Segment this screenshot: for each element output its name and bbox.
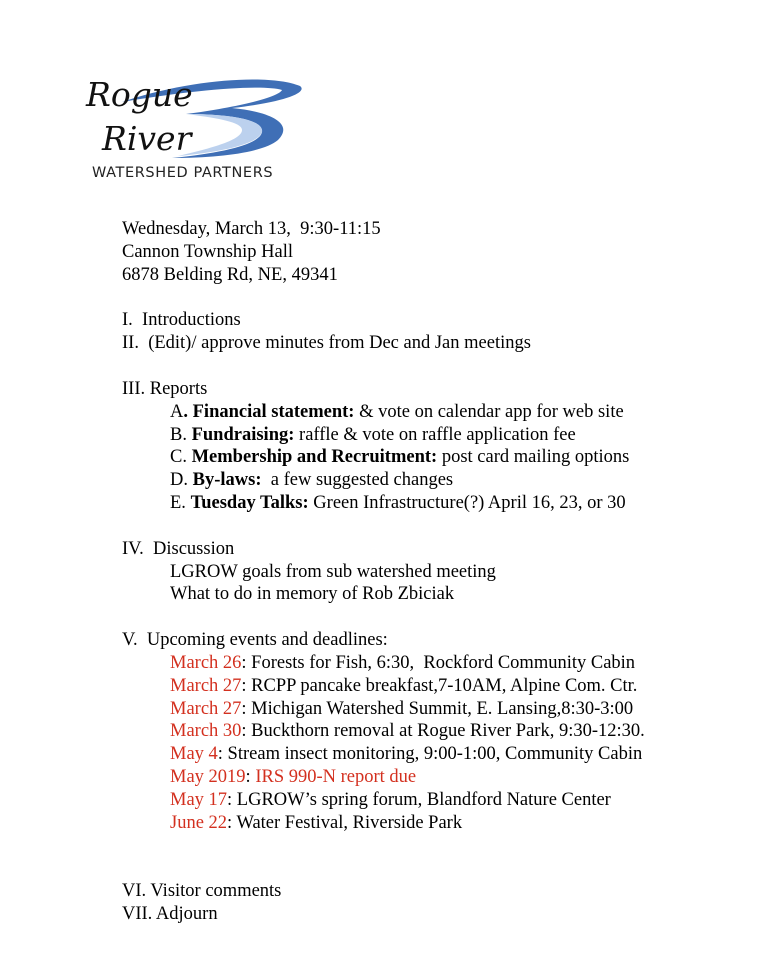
discussion-item: What to do in memory of Rob Zbiciak xyxy=(170,584,455,605)
reports-heading: III. Reports xyxy=(122,378,208,399)
event-date: March 30 xyxy=(170,721,242,742)
event-item: June 22: Water Festival, Riverside Park xyxy=(170,812,463,833)
event-date: March 26 xyxy=(170,652,242,673)
logo-graphic xyxy=(82,72,304,184)
agenda-document xyxy=(122,218,742,926)
agenda-item-minutes: II. (Edit)/ approve minutes from Dec and Jan meetings xyxy=(122,333,531,354)
report-item: E. Tuesday Talks: Green Infrastructure(?) April 16, 23, or 30 xyxy=(170,492,626,513)
event-date: March 27 xyxy=(170,675,242,696)
event-item: May 17: LGROW’s spring forum, Blandford Nature Center xyxy=(170,789,611,810)
agenda-item-introductions: I. Introductions xyxy=(122,310,241,331)
event-date: May 17 xyxy=(170,789,228,810)
meeting-location: Cannon Township Hall xyxy=(122,241,294,262)
event-item: May 4: Stream insect monitoring, 9:00-1:00, Community Cabin xyxy=(170,744,643,765)
report-item: D. By-laws: a few suggested changes xyxy=(170,470,454,491)
event-item: May 2019: IRS 990-N report due xyxy=(170,766,417,787)
meeting-datetime: Wednesday, March 13, 9:30-11:15 xyxy=(122,219,381,239)
logo-rogue-text: Rogue xyxy=(86,75,193,114)
event-deadline: IRS 990-N report due xyxy=(255,766,417,787)
event-date: June 22 xyxy=(170,812,228,833)
discussion-item: LGROW goals from sub watershed meeting xyxy=(170,561,496,582)
event-date: March 27 xyxy=(170,698,242,719)
event-item: March 27: Michigan Watershed Summit, E. Lansing,8:30-3:00 xyxy=(170,698,634,719)
events-heading: V. Upcoming events and deadlines: xyxy=(122,630,388,651)
agenda-item-visitor-comments: VI. Visitor comments xyxy=(122,881,282,902)
report-item: C. Membership and Recruitment: post card mailing options xyxy=(170,447,630,468)
meeting-address: 6878 Belding Rd, NE, 49341 xyxy=(122,264,338,285)
event-item: March 26: Forests for Fish, 6:30, Rockford Community Cabin xyxy=(170,652,636,673)
report-item: A. Financial statement: & vote on calendar app for web site xyxy=(170,401,624,422)
event-item: March 30: Buckthorn removal at Rogue River Park, 9:30-12:30. xyxy=(170,721,645,742)
discussion-heading: IV. Discussion xyxy=(122,538,235,559)
logo-river-text: River xyxy=(102,119,192,158)
agenda-item-adjourn: VII. Adjourn xyxy=(122,904,218,925)
event-date: May 2019 xyxy=(170,766,246,787)
event-item: March 27: RCPP pancake breakfast,7-10AM, Alpine Com. Ctr. xyxy=(170,675,638,696)
report-item: B. Fundraising: raffle & vote on raffle application fee xyxy=(170,424,576,445)
event-date: May 4 xyxy=(170,744,218,765)
rogue-river-logo xyxy=(82,72,304,184)
logo-subtitle: WATERSHED PARTNERS xyxy=(92,165,274,181)
